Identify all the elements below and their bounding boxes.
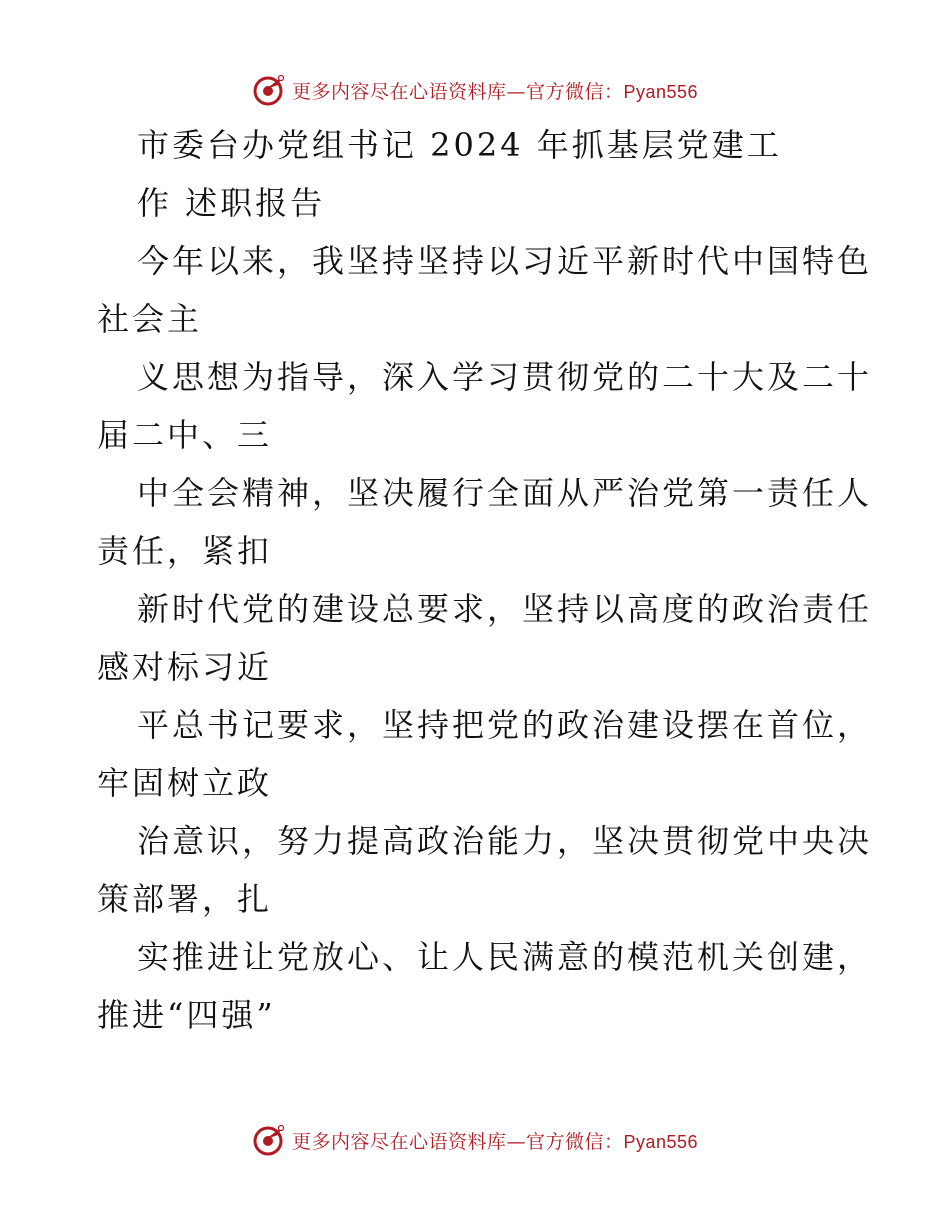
paragraph-line: 策部署，扎: [97, 880, 273, 918]
header-watermark-banner: [0, 70, 950, 110]
header-watermark-wechat-id: Pyan556: [623, 81, 699, 102]
paragraph-line: 推进“四强”: [97, 996, 276, 1034]
paragraph-line: 今年以来，我坚持坚持以习近平新时代中国特色: [137, 242, 873, 280]
paragraph-line: 社会主: [97, 300, 203, 338]
document-title-line-1: 市委台办党组书记 2024 年抓基层党建工: [137, 126, 782, 164]
paragraph-line: 新时代党的建设总要求，坚持以高度的政治责任: [137, 590, 873, 628]
pen-nib-logo-icon: [252, 1123, 286, 1157]
footer-watermark-cn: 更多内容尽在心语资料库—官方微信：: [291, 1130, 624, 1153]
paragraph-line: 实推进让党放心、让人民满意的模范机关创建，: [137, 938, 873, 976]
pen-nib-logo-icon: [252, 73, 286, 107]
paragraph-line: 治意识，努力提高政治能力，坚决贯彻党中央决: [137, 822, 873, 860]
header-watermark-cn: 更多内容尽在心语资料库—官方微信：: [291, 80, 624, 103]
document-body: [97, 116, 873, 1044]
footer-watermark-banner: [0, 1120, 950, 1160]
footer-watermark-text: [292, 1127, 698, 1154]
paragraph-line: 平总书记要求，坚持把党的政治建设摆在首位，: [137, 706, 873, 744]
paragraph-line: 感对标习近: [97, 648, 273, 686]
paragraph-line: 义思想为指导，深入学习贯彻党的二十大及二十: [137, 358, 873, 396]
header-watermark-text: [292, 77, 698, 104]
paragraph-line: 牢固树立政: [97, 764, 273, 802]
paragraph-line: 届二中、三: [97, 416, 273, 454]
paragraph-line: 中全会精神，坚决履行全面从严治党第一责任人: [137, 474, 873, 512]
document-title-line-2: 作 述职报告: [137, 184, 326, 222]
paragraph-line: 责任，紧扣: [97, 532, 273, 570]
footer-watermark-wechat-id: Pyan556: [623, 1131, 699, 1152]
